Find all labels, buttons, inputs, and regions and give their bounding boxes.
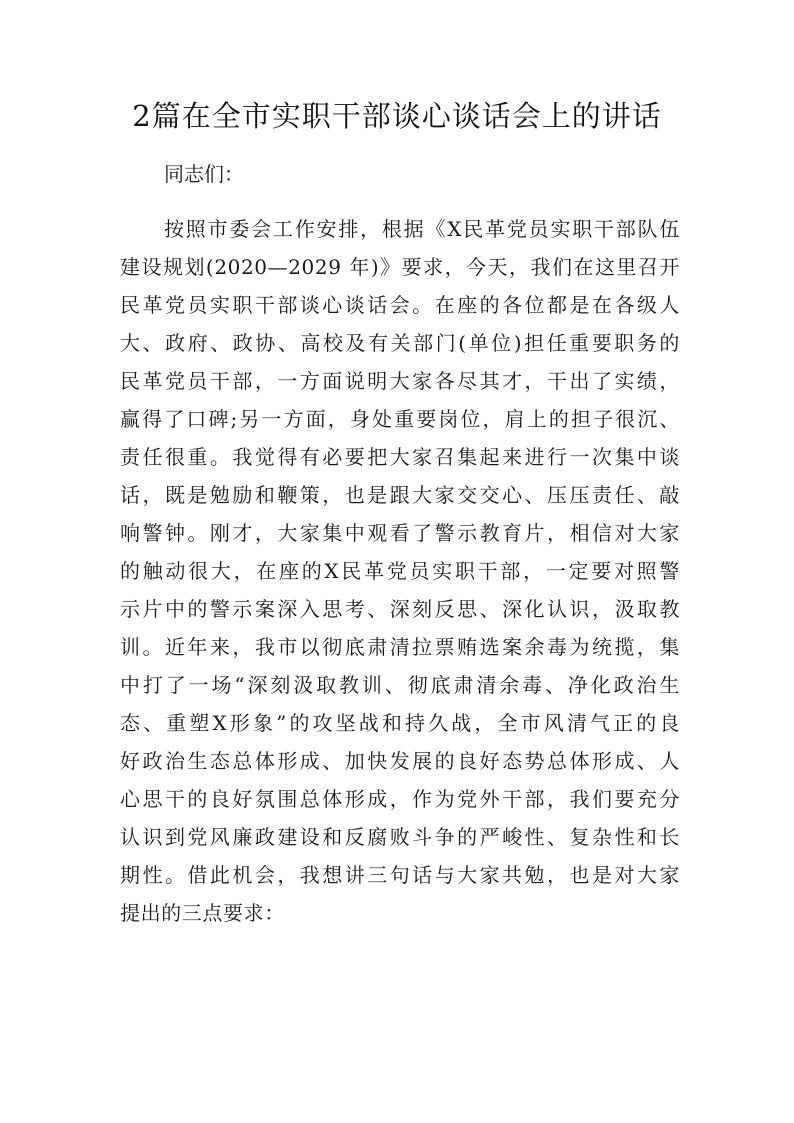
paragraph-line: 示片中的警示案深入思考、深刻反思、深化认识，汲取教 xyxy=(120,597,680,621)
paragraph-line: 赢得了口碑;另一方面，身处重要岗位，肩上的担子很沉、 xyxy=(120,407,680,431)
paragraph-line: 按照市委会工作安排，根据《X民革党员实职干部队伍 xyxy=(164,217,680,241)
paragraph-line: 民革党员干部，一方面说明大家各尽其才，干出了实绩， xyxy=(120,369,680,393)
paragraph-line: 期性。借此机会，我想讲三句话与大家共勉，也是对大家 xyxy=(120,863,680,887)
paragraph-line: 响警钟。刚才，大家集中观看了警示教育片，相信对大家 xyxy=(120,521,680,545)
paragraph-line: 责任很重。我觉得有必要把大家召集起来进行一次集中谈 xyxy=(120,445,680,469)
paragraph-line: 认识到党风廉政建设和反腐败斗争的严峻性、复杂性和长 xyxy=(120,825,680,849)
paragraph-line: 民革党员实职干部谈心谈话会。在座的各位都是在各级人 xyxy=(120,293,680,317)
paragraph-line: 话，既是勉励和鞭策，也是跟大家交交心、压压责任、敲 xyxy=(120,483,680,507)
document-title: 2篇在全市实职干部谈心谈话会上的讲话 xyxy=(132,99,662,133)
salutation: 同志们： xyxy=(164,162,244,186)
paragraph-line: 大、政府、政协、高校及有关部门(单位)担任重要职务的 xyxy=(120,331,680,355)
paragraph-line: 的触动很大，在座的X民革党员实职干部，一定要对照警 xyxy=(120,559,680,583)
paragraph-line: 建设规划(2020—2029 年)》要求，今天，我们在这里召开 xyxy=(120,255,680,279)
paragraph-line: 提出的三点要求： xyxy=(120,901,285,925)
paragraph-line: 中打了一场“深刻汲取教训、彻底肃清余毒、净化政治生 xyxy=(120,673,680,697)
paragraph-line: 心思干的良好氛围总体形成，作为党外干部，我们要充分 xyxy=(120,787,680,811)
paragraph-line: 训。近年来，我市以彻底肃清拉票贿选案余毒为统揽，集 xyxy=(120,635,680,659)
paragraph-line: 态、重塑X形象”的攻坚战和持久战，全市风清气正的良 xyxy=(120,711,680,735)
body-paragraph xyxy=(120,210,680,932)
paragraph-line: 好政治生态总体形成、加快发展的良好态势总体形成、人 xyxy=(120,749,680,773)
